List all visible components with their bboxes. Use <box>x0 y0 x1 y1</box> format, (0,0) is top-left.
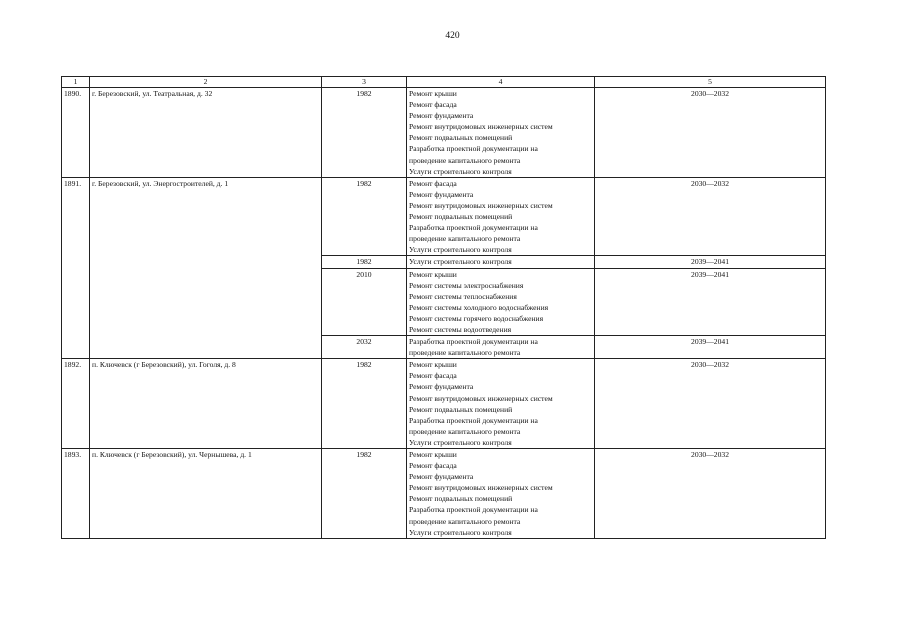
planned-period: 2030—2032 <box>595 449 826 539</box>
work-item: Ремонт фасада <box>409 178 457 188</box>
table-row <box>62 88 826 178</box>
work-item: проведение капитального ремонта <box>409 234 521 244</box>
work-item: Ремонт крыши <box>409 89 457 98</box>
work-item: Ремонт фундамента <box>409 472 474 482</box>
commission-year: 1982 <box>322 88 407 178</box>
work-item: Ремонт подвальных помещений <box>409 133 513 143</box>
entry-address: п. Ключевск (г Березовский), ул. Гоголя, д. 8 <box>90 359 322 449</box>
work-item: Услуги строительного контроля <box>409 245 512 255</box>
entry-address: п. Ключевск (г Березовский), ул. Чернышева, д. 1 <box>90 449 322 539</box>
work-item: Услуги строительного контроля <box>409 257 512 267</box>
planned-period: 2039—2041 <box>595 268 826 336</box>
entry-number: 1890. <box>62 88 90 178</box>
planned-period: 2030—2032 <box>595 359 826 449</box>
work-item: Разработка проектной документации на <box>409 505 538 515</box>
work-item: Разработка проектной документации на <box>409 415 538 425</box>
table-row <box>62 449 826 539</box>
entry-number: 1893. <box>62 449 90 539</box>
page-number: 420 <box>445 31 460 41</box>
planned-period: 2030—2032 <box>595 88 826 178</box>
work-item: Ремонт подвальных помещений <box>409 212 513 222</box>
planned-period: 2039—2041 <box>595 256 826 268</box>
column-numbers-row <box>62 77 826 88</box>
works-list <box>407 256 595 268</box>
work-item: Ремонт системы электроснабжения <box>409 280 524 290</box>
column-header-5: 5 <box>595 77 826 88</box>
work-item: Ремонт фундамента <box>409 111 474 121</box>
work-item: Ремонт крыши <box>409 360 457 370</box>
column-header-2: 2 <box>90 77 322 88</box>
table-row <box>62 359 826 449</box>
commission-year: 1982 <box>322 177 407 256</box>
commission-year: 1982 <box>322 449 407 539</box>
works-list <box>407 449 595 539</box>
work-item: Ремонт крыши <box>409 269 457 279</box>
works-list <box>407 336 595 359</box>
work-item: Разработка проектной документации на <box>409 223 538 233</box>
work-item: Услуги строительного контроля <box>409 437 512 447</box>
column-header-1: 1 <box>62 77 90 88</box>
works-list <box>407 88 595 178</box>
work-item: проведение капитального ремонта <box>409 155 521 165</box>
work-item: Ремонт крыши <box>409 450 457 459</box>
work-item: проведение капитального ремонта <box>409 516 521 526</box>
planned-period: 2030—2032 <box>595 177 826 256</box>
work-item: Разработка проектной документации на <box>409 144 538 154</box>
works-list <box>407 177 595 256</box>
work-item: Ремонт системы горячего водоснабжения <box>409 313 544 323</box>
work-item: Ремонт фасада <box>409 461 457 471</box>
column-header-3: 3 <box>322 77 407 88</box>
entry-number: 1892. <box>62 359 90 449</box>
column-header-4: 4 <box>407 77 595 88</box>
work-item: Ремонт фундамента <box>409 382 474 392</box>
work-item: Услуги строительного контроля <box>409 166 512 176</box>
work-item: Ремонт системы теплоснабжения <box>409 291 517 301</box>
work-item: Разработка проектной документации на <box>409 337 538 347</box>
repair-schedule-table <box>61 76 826 539</box>
work-item: Ремонт фасада <box>409 371 457 381</box>
table-row <box>62 177 826 256</box>
work-item: проведение капитального ремонта <box>409 348 521 358</box>
commission-year: 1982 <box>322 359 407 449</box>
work-item: Ремонт внутридомовых инженерных систем <box>409 393 553 403</box>
entry-number: 1891. <box>62 177 90 359</box>
work-item: Ремонт подвальных помещений <box>409 404 513 414</box>
work-item: Ремонт внутридомовых инженерных систем <box>409 122 553 132</box>
work-item: Ремонт фасада <box>409 100 457 110</box>
work-item: Ремонт системы водоотведения <box>409 324 512 334</box>
work-item: Услуги строительного контроля <box>409 527 512 537</box>
table-body <box>62 77 826 539</box>
works-list <box>407 359 595 449</box>
work-item: проведение капитального ремонта <box>409 426 521 436</box>
entry-address: г. Березовский, ул. Театральная, д. 32 <box>90 88 322 178</box>
work-item: Ремонт системы холодного водоснабжения <box>409 302 549 312</box>
entry-address: г. Березовский, ул. Энергостроителей, д. 1 <box>90 177 322 359</box>
work-item: Ремонт внутридомовых инженерных систем <box>409 200 553 210</box>
commission-year: 2010 <box>322 268 407 336</box>
planned-period: 2039—2041 <box>595 336 826 359</box>
work-item: Ремонт внутридомовых инженерных систем <box>409 483 553 493</box>
work-item: Ремонт подвальных помещений <box>409 494 513 504</box>
work-item: Ремонт фундамента <box>409 189 474 199</box>
commission-year: 2032 <box>322 336 407 359</box>
works-list <box>407 268 595 336</box>
commission-year: 1982 <box>322 256 407 268</box>
